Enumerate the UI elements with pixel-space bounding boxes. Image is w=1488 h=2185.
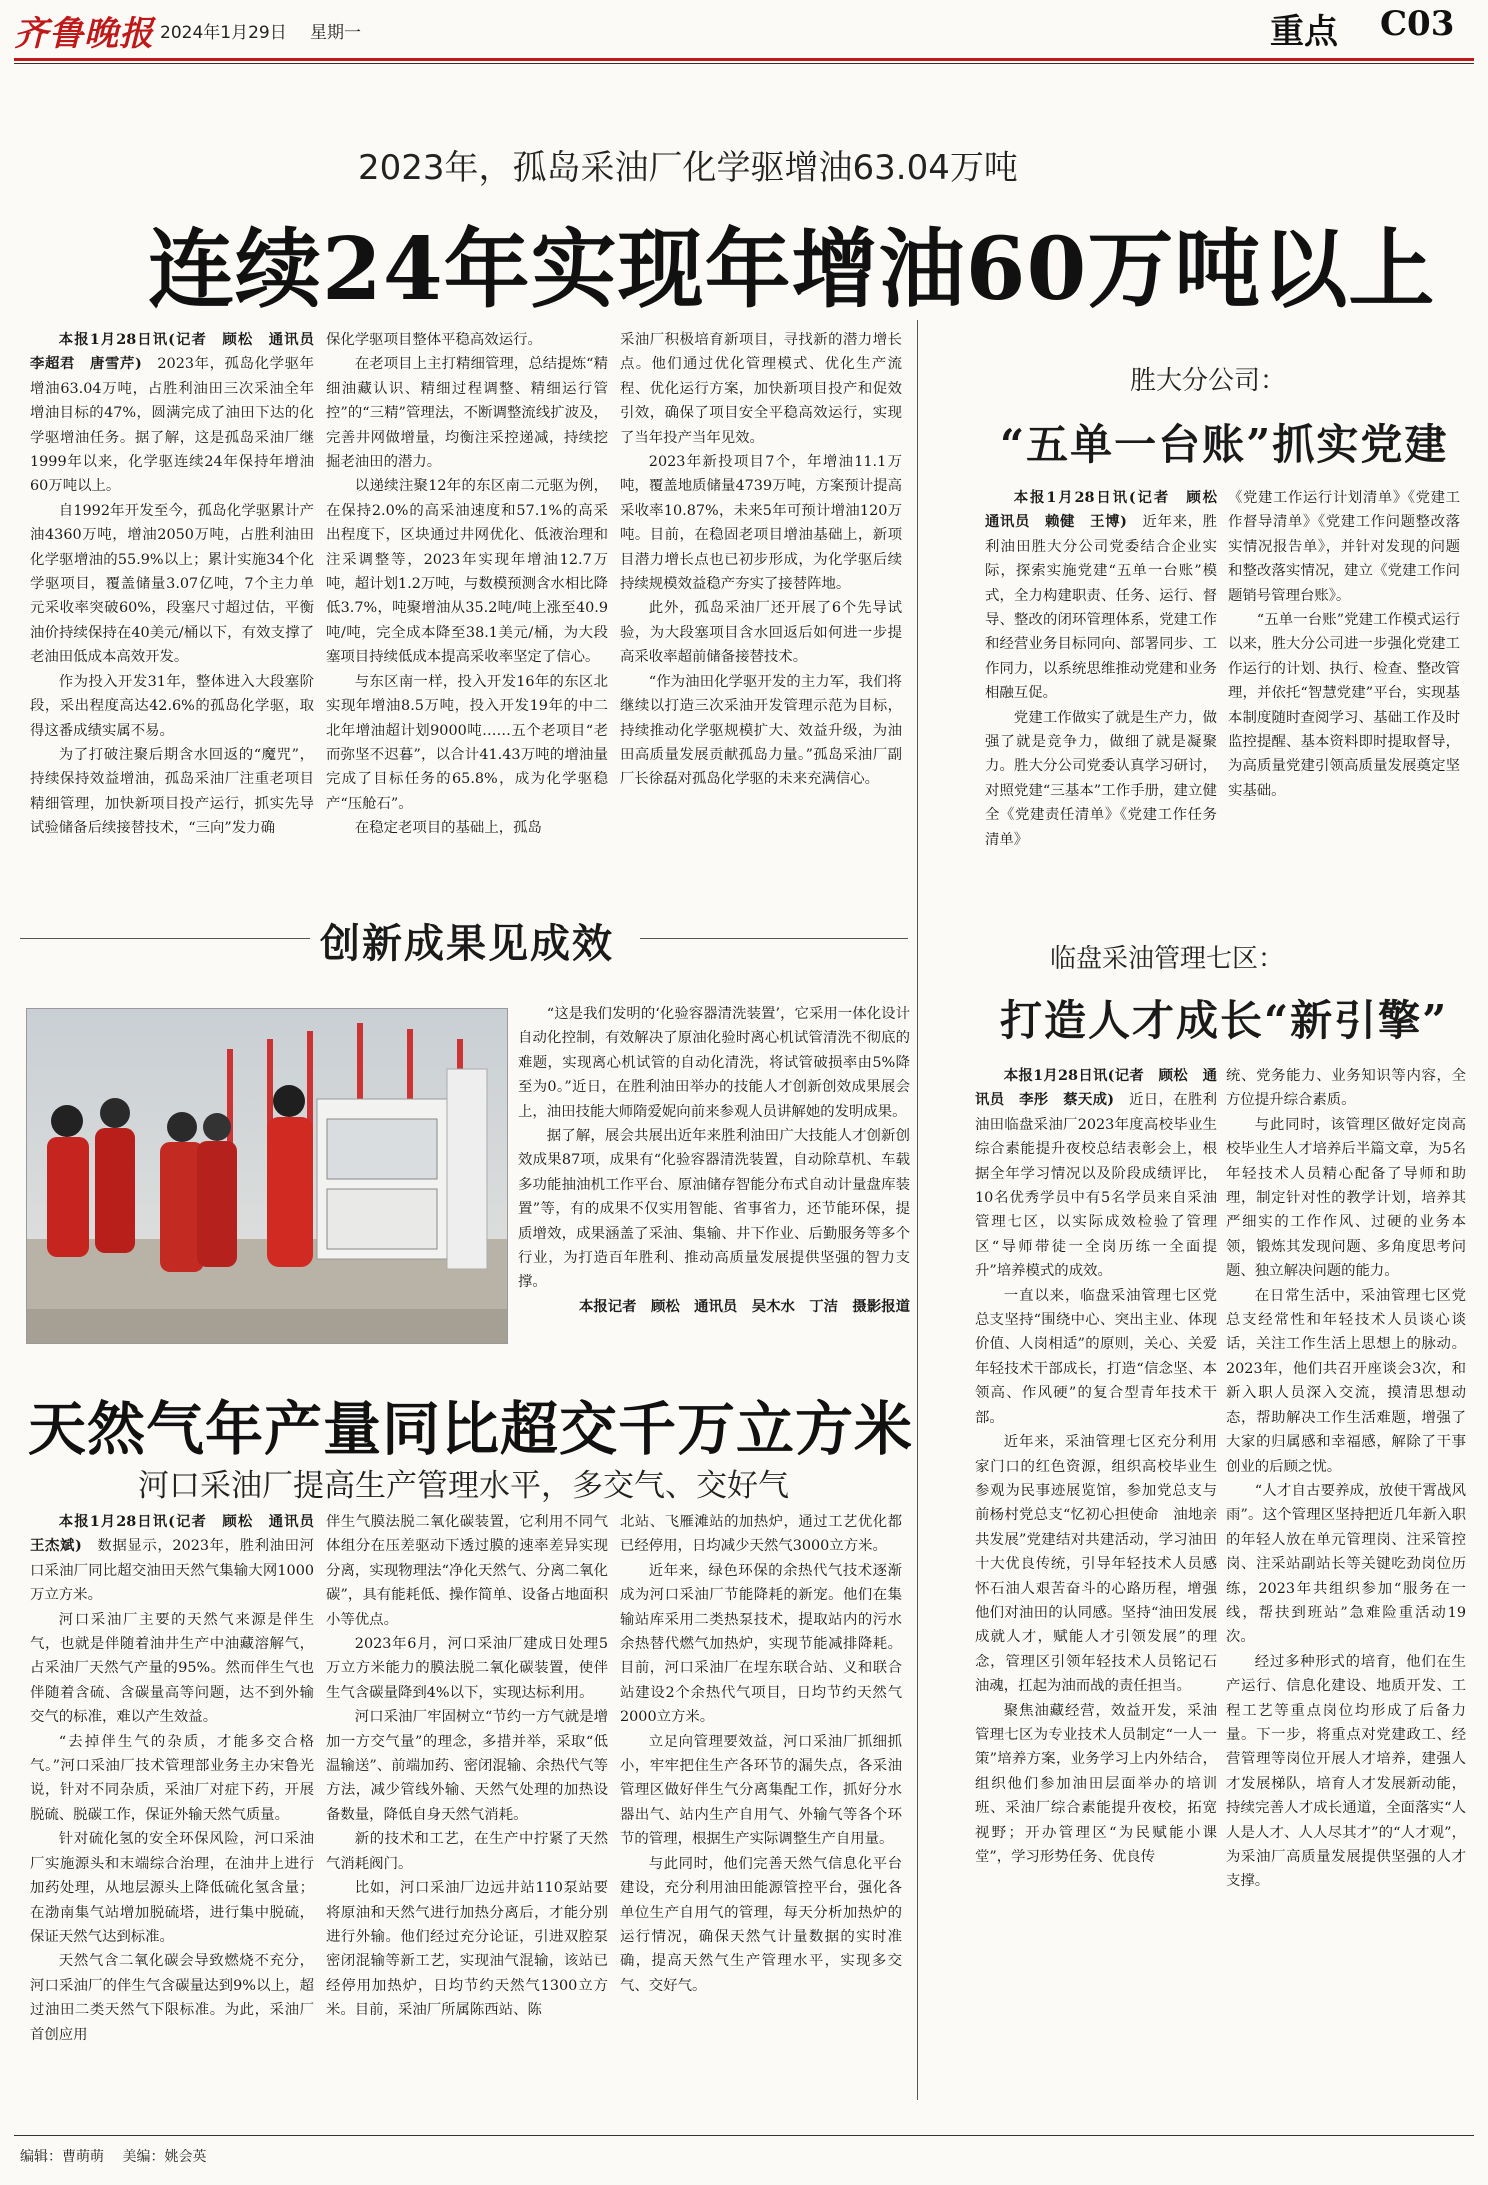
story2-kicker: 胜大分公司：	[1130, 366, 1287, 396]
footer-rule	[14, 2135, 1474, 2136]
issue-weekday: 星期一	[310, 23, 361, 43]
section-rule-left	[20, 938, 310, 939]
story4-headline: 打造人才成长“新引擎”	[1000, 996, 1449, 1045]
story1-paragraph: 与东区南一样，投入开发16年的东区北实现年增油8.5万吨，投入开发19年的中二北年增油超计划9000吨……五个老项目“老而弥坚不迟暮”，以合计41.43万吨的增油量完成了目标任务的65.8%，成为化学驱稳产“压舱石”。	[326, 673, 608, 812]
editor-name: 曹萌萌	[62, 2149, 104, 2165]
story5-paragraph: 河口采油厂主要的天然气来源是伴生气，也就是伴随着油井生产中油藏溶解气，占采油厂天然气产量的95%。然而伴生气也伴随着含硫、含碳量高等问题，达不到外输交气的标准，难以产生效益。	[30, 1611, 314, 1726]
story4-paragraph: 近日，在胜利油田临盘采油厂2023年度高校毕业生综合素能提升夜校总结表彰会上，根据全年学习情况以及阶段成绩评比，10名优秀学员中有5名学员来自采油管理七区，以实际成效检验了管理区“导师带徒一全岗历练一全面提升”培养模式的成效。	[975, 1092, 1217, 1280]
designer-label: 美编：	[122, 2149, 165, 2165]
story5-paragraph: 河口采油厂牢固树立“节约一方气就是增加一方交气量”的理念，多措并举，采取“低温输送”、前端加药、密闭混输、余热代气等方法，减少管线外输、天然气处理的加热设备数量，降低自身天然气消耗。	[326, 1709, 608, 1823]
story4-kicker: 临盘采油管理七区：	[1050, 944, 1285, 974]
story4-column-2	[1226, 1064, 1466, 2096]
story1-paragraph: 作为投入开发31年，整体进入大段塞阶段，采出程度高达42.6%的孤岛化学驱，取得这番成绩实属不易。	[30, 673, 314, 739]
story2-dateline: 本报1月28日讯(记者 顾松 通讯员 赖健 王博)	[985, 489, 1232, 531]
story3-title: 创新成果见成效	[320, 920, 614, 967]
story2-column-2	[1228, 486, 1460, 886]
header-rule	[14, 58, 1474, 61]
story4-paragraph: 在日常生活中，采油管理七区党总支经常性和年轻技术人员谈心谈话，关注工作生活上思想上的脉动。2023年，他们共召开座谈会3次，和新入职人员深入交流，摸清思想动态，帮助解决工作生活难题，增强了大家的归属感和幸福感，解除了干事创业的后顾之忧。	[1226, 1287, 1466, 1475]
story1-column-3	[620, 328, 902, 928]
story1-column-1	[30, 328, 329, 928]
story4-column-1	[975, 1064, 1217, 2096]
story5-paragraph: 2023年6月，河口采油厂建成日处理5万立方米能力的膜法脱二氧化碳装置，使伴生气含碳量降到4%以下，实现达标利用。	[326, 1636, 608, 1701]
story1-dateline: 本报1月28日讯(记者 顾松 通讯员 李超君 唐雪芹)	[30, 331, 329, 373]
story5-headline: 天然气年产量同比超交千万立方米	[28, 1395, 914, 1463]
story5-paragraph: 天然气含二氧化碳会导致燃烧不充分，河口采油厂的伴生气含碳量达到9%以上，超过油田二类天然气下限标准。为此，采油厂首创应用	[30, 1953, 314, 2043]
story2-paragraph: 《党建工作运行计划清单》《党建工作督导清单》《党建工作问题整改落实情况报告单》，并针对发现的问题和整改落实情况，建立《党建工作问题销号管理台账》。	[1228, 490, 1460, 604]
story4-paragraph: 与此同时，该管理区做好定岗高校毕业生人才培养后半篇文章，为5名年轻技术人员精心配备了导师和助理，制定针对性的教学计划，培养其严细实的工作作风、过硬的业务本领，锻炼其发现问题、多角度思考问题、独立解决问题的能力。	[1226, 1116, 1466, 1280]
story1-paragraph: 2023年，孤岛化学驱年增油63.04万吨，占胜利油田三次采油全年增油目标的47%，圆满完成了油田下达的化学驱增油任务。据了解，这是孤岛采油厂继1999年以来，化学驱连续24年保持年增油60万吨以上。	[30, 356, 315, 495]
story4-paragraph: “人才自古要养成，放使干霄战风雨”。这个管理区坚持把近几年新入职的年轻人放在单元管理岗、注采管控岗、注采站副站长等关键吃劲岗位历练，2023年共组织参加“服务在一线，帮扶到班站”急难险重活动19次。	[1226, 1482, 1466, 1646]
story1-paragraph: 2023年新投项目7个，年增油11.1万吨，覆盖地质储量4739万吨，方案预计提高采收率10.87%，未来5年可预计增油120万吨。目前，在稳固老项目增油基础上，新项目潜力增长点也已初步形成，为化学驱后续持续规模效益稳产夯实了接替阵地。	[620, 454, 902, 593]
story5-column-2	[326, 1510, 608, 2100]
story5-paragraph: “去掉伴生气的杂质，才能多交合格气。”河口采油厂技术管理部业务主办宋鲁光说，针对不同杂质，采油厂对症下药，开展脱硫、脱碳工作，保证外输天然气质量。	[30, 1733, 314, 1823]
story5-paragraph: 针对硫化氢的安全环保风险，河口采油厂实施源头和末端综合治理，在油井上进行加药处理，从地层源头上降低硫化氢含量；在渤南集气站增加脱硫塔，进行集中脱硫，保证天然气达到标准。	[30, 1831, 314, 1945]
section-rule-right	[640, 938, 908, 939]
story2-paragraph: 党建工作做实了就是生产力，做强了就是竞争力，做细了就是凝聚力。胜大分公司党委认真学习研讨，对照党建“三基本”工作手册，建立健全《党建责任清单》《党建工作任务清单》	[985, 709, 1217, 848]
story2-column-1	[985, 486, 1232, 886]
story1-paragraph: 自1992年开发至今，孤岛化学驱累计产油4360万吨，增油2050万吨，占胜利油田化学驱增油的55.9%以上；累计实施34个化学驱项目，覆盖储量3.07亿吨，7个主力单元采收率突破60%，段塞尺寸超过估，平衡油价持续保持在40美元/桶以下，有效支撑了老油田低成本高效开发。	[30, 502, 314, 666]
story1-paragraph: 为了打破注聚后期含水回返的“魔咒”，持续保持效益增油，孤岛采油厂注重老项目精细管理，加快新项目投产运行，抓实先导试验储备后续接替技术，“三向”发力确	[30, 746, 314, 837]
page-number: C03	[1380, 4, 1455, 44]
story1-paragraph: 采油厂积极培育新项目，寻找新的潜力增长点。他们通过优化管理模式、优化生产流程、优化运行方案，加快新项目投产和促效引效，确保了项目安全平稳高效运行，实现了当年投产当年见效。	[620, 332, 902, 446]
story1-paragraph: “作为油田化学驱开发的主力军，我们将继续以打造三次采油开发管理示范为目标，持续推动化学驱规模扩大、效益升级，为油田高质量发展贡献孤岛力量。”孤岛采油厂副厂长徐磊对孤岛化学驱的未来充满信心。	[620, 673, 902, 788]
story5-paragraph: 北站、飞雁滩站的加热炉，通过工艺优化都已经停用，日均减少天然气3000立方米。	[620, 1514, 902, 1555]
story3-paragraph: 据了解，展会共展出近年来胜利油田广大技能人才创新创效成果87项，成果有“化验容器清洗装置，自动除草机、车载多功能抽油机工作平台、原油储存智能分布式自动计量盘库装置”等，有的成果不仅实用智能、省事省力，还节能环保，提质增效，成果涵盖了采油、集输、井下作业、后勤服务等多个行业，为打造百年胜利、推动高质量发展提供坚强的智力支撑。	[518, 1128, 910, 1291]
issue-date: 2024年1月29日	[160, 23, 287, 43]
story5-subhead: 河口采油厂提高生产管理水平，多交气、交好气	[138, 1468, 789, 1504]
story1-paragraph: 以递续注聚12年的东区南二元驱为例，在保持2.0%的高采油速度和57.1%的高采出程度下，区块通过井网优化、低液治理和注采调整等，2023年实现年增油12.7万吨，超计划1.2万吨，与数模预测含水相比降低3.7%，吨聚增油从35.2吨/吨上涨至40.9吨/吨，完全成本降至38.1美元/桶，为大段塞项目持续低成本提高采收率坚定了信心。	[326, 478, 608, 666]
story1-headline: 连续24年实现年增油60万吨以上	[148, 219, 1436, 320]
header-rule-thin	[14, 63, 1474, 64]
story3-text	[518, 1002, 910, 1342]
story5-column-3	[620, 1510, 902, 2100]
story5-paragraph: 数据显示，2023年，胜利油田河口采油厂同比超交油田天然气集输大网1000万立方米。	[30, 1538, 315, 1604]
section-name: 重点	[1270, 12, 1338, 52]
designer-name: 姚会英	[164, 2149, 207, 2165]
story5-paragraph: 比如，河口采油厂边远井站110泵站要将原油和天然气进行加热分离后，才能分别进行外输。他们经过充分论证，引进双腔泵密闭混输等新工艺，实现油气混输，该站已经停用加热炉，日均节约天然气1300立方米。目前，采油厂所属陈西站、陈	[326, 1880, 608, 2019]
story2-paragraph: “五单一台账”党建工作模式运行以来，胜大分公司进一步强化党建工作运行的计划、执行、检查、整改管理，并依托“智慧党建”平台，实现基本制度随时查阅学习、基础工作及时监控提醒、基本资料即时提取督导，为高质量党建引领高质量发展奠定坚实基础。	[1228, 612, 1460, 799]
story5-paragraph: 立足向管理要效益，河口采油厂抓细抓小，牢牢把住生产各环节的漏失点，各采油管理区做好伴生气分离集配工作，抓好分水器出气、站内生产自用气、外输气等各个环节的管理，根据生产实际调整生产自用量。	[620, 1733, 902, 1848]
column-divider	[917, 320, 918, 2100]
story1-column-2	[326, 328, 608, 928]
editor-label: 编辑：	[20, 2149, 62, 2165]
story5-paragraph: 伴生气膜法脱二氧化碳装置，它利用不同气体组分在压差驱动下透过膜的速率差异实现分离，实现物理法“净化天然气、分离二氧化碳”，具有能耗低、操作简单、设备占地面积小等优点。	[326, 1514, 608, 1628]
story4-dateline: 本报1月28日讯(记者 顾松 通讯员 李彤 蔡天成)	[975, 1067, 1217, 1109]
story2-paragraph: 近年来，胜利油田胜大分公司党委结合企业实际，探索实施党建“五单一台账”模式，全力构建职责、任务、运行、督导、整改的闭环管理体系，党建工作和经营业务目标同向、部署同步、工作同力，以系统思维推动党建和业务相融互促。	[985, 514, 1217, 702]
story4-paragraph: 近年来，采油管理七区充分利用家门口的红色资源，组织高校毕业生参观为民事迹展览馆，参加党总支与前杨村党总支“忆初心担使命 油地亲共发展”党建结对共建活动，学习油田十大优良传统，引导年轻技术人员感怀石油人艰苦奋斗的心路历程，增强他们对油田的认同感。坚持“油田发展成就人才，赋能人才引领发展”的理念，管理区引领年轻技术人员铭记石油魂，扛起为油而战的责任担当。	[975, 1434, 1217, 1695]
story2-headline: “五单一台账”抓实党建	[1000, 420, 1449, 469]
newspaper-logo: 齐鲁晚报	[14, 14, 154, 54]
footer-credits	[20, 2146, 206, 2166]
story3-paragraph: “这是我们发明的‘化验容器清洗装置’，它采用一体化设计自动化控制，有效解决了原油化验时离心机试管清洗不彻底的难题，实现离心机试管的自动化清洗，将试管破损率由5%降至为0。”近日，在胜利油田举办的技能人才创新创效成果展会上，油田技能大师隋爱妮向前来参观人员讲解她的发明成果。	[518, 1006, 910, 1120]
story1-paragraph: 在稳定老项目的基础上，孤岛	[354, 820, 542, 837]
story3-byline: 本报记者 顾松 通讯员 吴木水 丁洁 摄影报道	[579, 1297, 910, 1315]
story1-paragraph: 保化学驱项目整体平稳高效运行。	[326, 332, 542, 348]
innovation-exhibition-photo	[27, 1009, 507, 1343]
story1-paragraph: 在老项目上主打精细管理，总结提炼“精细油藏认识、精细过程调整、精细运行管控”的“三精”管理法，不断调整流线扩波及，完善井网做增量，均衡注采控递减，持续挖掘老油田的潜力。	[326, 356, 608, 471]
story4-paragraph: 聚焦油藏经营，效益开发，采油管理七区为专业技术人员制定“一人一策”培养方案，业务学习上内外结合，组织他们参加油田层面举办的培训班、采油厂综合素能提升夜校，拓宽视野；开办管理区“为民赋能小课堂”，学习形势任务、优良传	[975, 1702, 1217, 1865]
story5-dateline: 本报1月28日讯(记者 顾松 通讯员 王杰斌)	[30, 1513, 329, 1555]
story3-photo	[26, 1008, 508, 1344]
story5-paragraph: 与此同时，他们完善天然气信息化平台建设，充分利用油田能源管控平台，强化各单位生产自用气的管理，每天分析加热炉的运行情况，确保天然气计量数据的实时准确，提高天然气生产管理水平，实现多交气、交好气。	[620, 1855, 902, 1994]
story4-paragraph: 统、党务能力、业务知识等内容，全方位提升综合素质。	[1226, 1068, 1466, 1109]
story5-column-1	[30, 1510, 329, 2100]
story4-paragraph: 一直以来，临盘采油管理七区党总支坚持“围绕中心、突出主业、体现价值、人岗相适”的原则，关心、关爱年轻技术干部成长，打造“信念坚、本领高、作风硬”的复合型青年技术干部。	[975, 1287, 1217, 1426]
story5-paragraph: 近年来，绿色环保的余热代气技术逐渐成为河口采油厂节能降耗的新宠。他们在集输站库采用二类热泵技术，提取站内的污水余热替代燃气加热炉，实现节能减排降耗。目前，河口采油厂在埕东联合站、义和联合站建设2个余热代气项目，日均节约天然气2000立方米。	[620, 1562, 902, 1726]
story4-paragraph: 经过多种形式的培育，他们在生产运行、信息化建设、地质开发、工程工艺等重点岗位均形成了后备力量。下一步，将重点对党建政工、经营管理等岗位开展人才培养，建强人才发展梯队，培育人才发展新动能，持续完善人才成长通道，全面落实“人人是人才、人人尽其才”的“人才观”，为采油厂高质量发展提供坚强的人才支撑。	[1226, 1653, 1466, 1890]
story1-paragraph: 此外，孤岛采油厂还开展了6个先导试验，为大段塞项目含水回返后如何进一步提高采收率超前储备接替技术。	[620, 600, 902, 666]
story1-kicker: 2023年，孤岛采油厂化学驱增油63.04万吨	[358, 148, 1018, 188]
story5-paragraph: 新的技术和工艺，在生产中拧紧了天然气消耗阀门。	[326, 1831, 608, 1872]
